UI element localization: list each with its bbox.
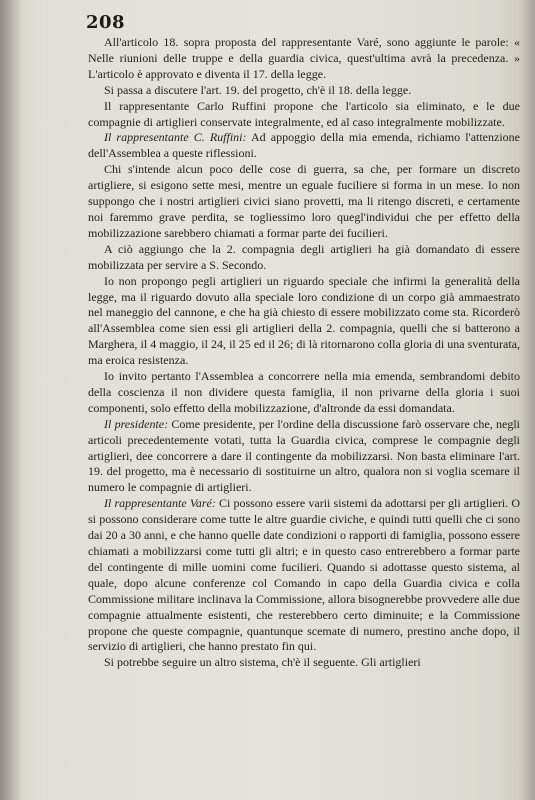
paragraph [88, 417, 520, 497]
paragraph [88, 369, 520, 417]
paragraph [88, 496, 520, 655]
page-edge-shadow [521, 0, 535, 800]
page-number: 208 [86, 12, 126, 33]
paragraph [88, 655, 520, 671]
speaker-label: Il rappresentante Varé: [104, 496, 216, 511]
paragraph-text: Il rappresentante Carlo Ruffini propone che l'articolo sia eliminato, e le due compagnie di artiglieri conservate integralmente, ed al caso integralmente mobilizzate. [88, 98, 520, 129]
paragraph [88, 162, 520, 242]
paragraph-text: Come presidente, per l'ordine della discussione farò osservare che, negli articoli precedentemente votati, tutta la Guardia civica, comprese le compagnie degli artiglieri, dee concorrere a dare il contingente da mobilizzarsi. Non basta eliminare l'art. 19. del progetto, ma è necessario di sostituirne un altro, qualora non si voglia scemare il numero le compagnie di artiglieri. [88, 416, 520, 495]
paragraph-text: Io invito pertanto l'Assemblea a concorrere nella mia emenda, sembrandomi debito della coscienza il non dividere questa famiglia, il non privarne della gloria i suoi componenti, solo effetto della mobilizzazione, d'altronde da essi domandata. [88, 369, 520, 415]
paragraph [88, 99, 520, 131]
paragraph [88, 274, 520, 369]
paragraph-text: Si passa a discutere l'art. 19. del progetto, ch'è il 18. della legge. [104, 82, 412, 97]
paragraph-text: All'articolo 18. sopra proposta del rappresentante Varé, sono aggiunte le parole: « Nelle riunioni delle truppe e della guardia civica, quest'ultima avrà la precedenza. » L'articolo è approvato e diventa il 17. della legge. [88, 35, 520, 81]
paragraph-text: Io non propongo pegli artiglieri un riguardo speciale che infirmi la generalità della legge, ma il riguardo dovuto alla speciale loro condizione di un corpo già ammaestrato nel maneggio del cannone, e che ha già chiesto di essere mobilizzato come sta. Ricorderò all'Assemblea come sien essi gli artiglieri della 2. compagnia, quelli che si batterono a Marghera, il 4 maggio, il 24, il 25 ed il 26; di là ritornarono colla gloria di una sventurata, ma eroica resistenza. [88, 273, 520, 368]
paragraph [88, 242, 520, 274]
paragraph-text: Ad appoggio della mia emenda, richiamo l'attenzione dell'Assemblea a queste riflessioni. [88, 130, 520, 161]
paragraph [88, 83, 520, 99]
paragraph-text: Chi s'intende alcun poco delle cose di guerra, sa che, per formare un discreto artigliere, si esigono sette mesi, mentre un eguale fuciliere si forma in un mese. Io non suppongo che i nostri artiglieri civici siano provetti, ma li ritengo discreti, e certamente noi faremmo grave perdita, se togliessimo loro quegl'individui che per effetto della mobilizzazione sarebbero chiamati a formar parte dei fucilieri. [88, 162, 520, 240]
paragraph [88, 130, 520, 162]
paragraph-text: Ci possono essere varii sistemi da adottarsi per gli artiglieri. O si possono considerare come tutte le altre guardie civiche, e quindi tutti quelli che ci sono dai 20 a 30 anni, e che hanno quelle date condizioni o rapporti di famiglia, possono essere chiamati a mobilizzarsi come tutti gli altri; e in questo caso entrerebbero a formar parte del contingente di mille uomini come fucilieri. Quando si adottasse questo sistema, al quale, dopo alcune conferenze col Comando in capo della Guardia civica e colla Commissione militare inclinava la Commissione, allora bisognerebbe provvedere alle due compagnie attualmente esistenti, che resterebbero certo diminuite; e la Commissione propone che queste compagnie, quantunque scemate di numero, prestino anche dopo, il servizio di artiglieri, che hanno prestato fin qui. [88, 496, 520, 654]
page-gutter-shadow [0, 0, 22, 800]
paragraph [88, 35, 520, 83]
paragraph-text: Si potrebbe seguire un altro sistema, ch'è il seguente. Gli artiglieri [104, 655, 421, 670]
speaker-label: Il rappresentante C. Ruffini: [104, 130, 247, 145]
paragraph-text: A ciò aggiungo che la 2. compagnia degli artiglieri ha già domandato di essere mobilizzata per servire a S. Secondo. [88, 241, 520, 272]
speaker-label: Il presidente: [104, 416, 169, 431]
body-text [88, 35, 520, 671]
